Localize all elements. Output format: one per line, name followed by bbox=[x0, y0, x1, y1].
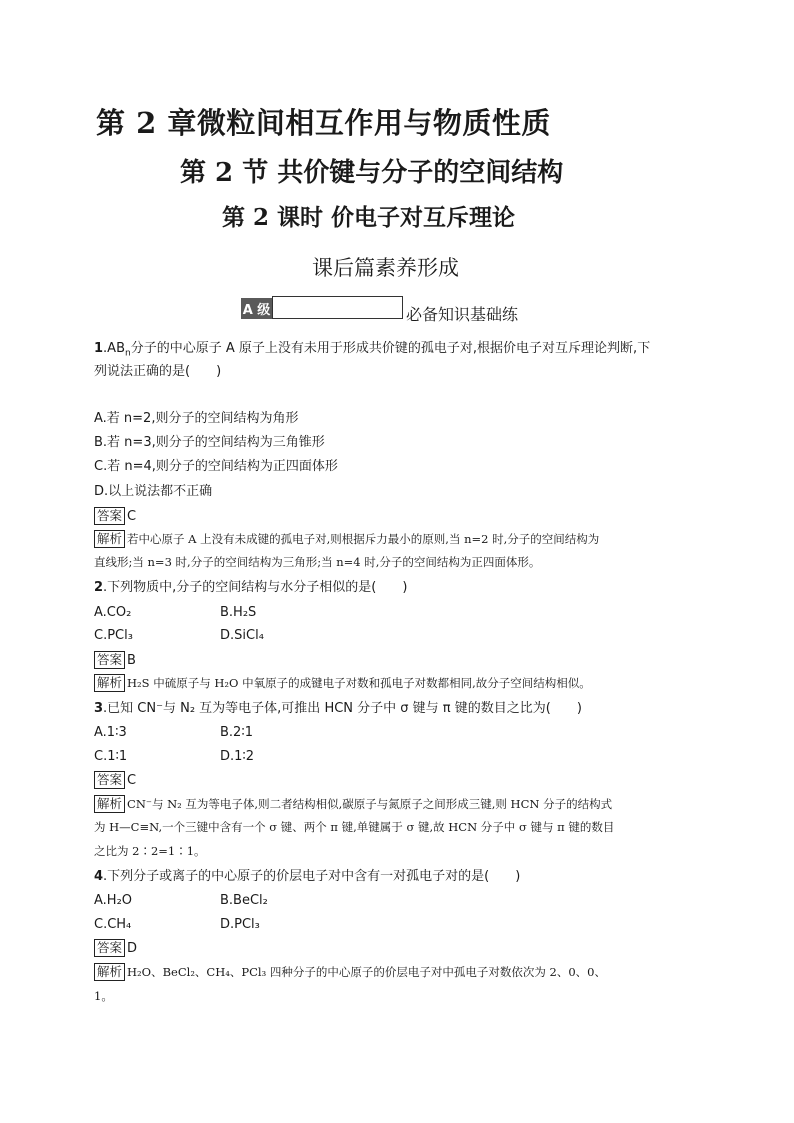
q3-stem-text: .已知 CN⁻与 N₂ 互为等电子体,可推出 HCN 分子中 σ 键与 π 键的数目之比为( ) bbox=[103, 701, 582, 716]
q4-analysis-line2: 1。 bbox=[94, 989, 113, 1003]
q4-analysis bbox=[94, 961, 606, 984]
q3-analysis-line2: 为 H—C≡N,一个三键中含有一个 σ 键、两个 π 键,单键属于 σ 键,故 HCN 分子中 σ 键与 π 键的数目 bbox=[94, 820, 615, 834]
q1-option-b: B.若 n=3,则分子的空间结构为三角锥形 bbox=[94, 435, 325, 450]
q1-answer-value: C bbox=[127, 509, 137, 524]
q1-stem-line2: 列说法正确的是( ) bbox=[94, 364, 222, 379]
q2-number: 2 bbox=[94, 580, 104, 595]
answer-tag: 答案 bbox=[94, 771, 125, 789]
answer-tag: 答案 bbox=[94, 651, 125, 669]
q1-analysis-line2: 直线形;当 n=3 时,分子的空间结构为三角形;当 n=4 时,分子的空间结构为正四面体形。 bbox=[94, 555, 541, 569]
q4-option-b: B.BeCl₂ bbox=[220, 893, 268, 908]
q1-option-a: A.若 n=2,则分子的空间结构为角形 bbox=[94, 411, 299, 426]
q2-option-b: B.H₂S bbox=[220, 605, 257, 620]
q3-answer bbox=[94, 770, 136, 792]
q1-analysis-line1: 若中心原子 A 上没有未成键的孤电子对,则根据斥力最小的原则,当 n=2 时,分子的空间结构为 bbox=[127, 532, 600, 546]
q1-number: 1 bbox=[94, 341, 104, 356]
level-label: 必备知识基础练 bbox=[406, 305, 519, 324]
analysis-tag: 解析 bbox=[94, 530, 125, 548]
q3-option-b: B.2∶1 bbox=[220, 725, 253, 740]
q1-option-d: D.以上说法都不正确 bbox=[94, 484, 213, 499]
analysis-tag: 解析 bbox=[94, 795, 125, 813]
q2-option-d: D.SiCl₄ bbox=[220, 628, 264, 643]
q4-option-a: A.H₂O bbox=[94, 893, 133, 908]
q2-answer-value: B bbox=[127, 653, 136, 668]
q4-option-d: D.PCl₃ bbox=[220, 917, 260, 932]
q3-option-a: A.1∶3 bbox=[94, 725, 127, 740]
q3-answer-value: C bbox=[127, 773, 137, 788]
q3-analysis bbox=[94, 793, 612, 816]
q1-stem-part2: 分子的中心原子 A 原子上没有未用于形成共价键的孤电子对,根据价电子对互斥理论判断,下 bbox=[130, 341, 651, 356]
q4-answer-value: D bbox=[127, 941, 138, 956]
analysis-tag: 解析 bbox=[94, 963, 125, 981]
q1-answer bbox=[94, 506, 136, 528]
analysis-tag: 解析 bbox=[94, 674, 125, 692]
q1-stem-part1: .AB bbox=[103, 341, 125, 356]
q2-stem-text: .下列物质中,分子的空间结构与水分子相似的是( ) bbox=[103, 580, 408, 595]
q3-analysis-line3: 之比为 2∶2=1∶1。 bbox=[94, 844, 206, 858]
q2-stem bbox=[94, 577, 407, 599]
page-subtitle: 课后篇素养形成 bbox=[312, 256, 459, 280]
q1-option-c: C.若 n=4,则分子的空间结构为正四面体形 bbox=[94, 459, 338, 474]
q3-option-c: C.1∶1 bbox=[94, 749, 128, 764]
q2-analysis-line1: H₂S 中硫原子与 H₂O 中氧原子的成键电子对数和孤电子对数都相同,故分子空间结构相似。 bbox=[127, 676, 591, 690]
q4-option-c: C.CH₄ bbox=[94, 917, 132, 932]
chapter-title: 第 2 章微粒间相互作用与物质性质 bbox=[96, 106, 551, 140]
level-box bbox=[272, 296, 403, 319]
q2-option-c: C.PCl₃ bbox=[94, 628, 133, 643]
q3-analysis-line1: CN⁻与 N₂ 互为等电子体,则二者结构相似,碳原子与氮原子之间形成三键,则 HCN 分子的结构式 bbox=[127, 797, 613, 811]
q3-number: 3 bbox=[94, 701, 104, 716]
answer-tag: 答案 bbox=[94, 939, 125, 957]
level-badge: A 级 bbox=[241, 298, 272, 319]
q1-stem bbox=[94, 338, 650, 360]
q3-option-d: D.1∶2 bbox=[220, 749, 255, 764]
lesson-title: 第 2 课时 价电子对互斥理论 bbox=[222, 204, 516, 231]
q3-stem bbox=[94, 698, 582, 720]
q4-stem-text: .下列分子或离子的中心原子的价层电子对中含有一对孤电子对的是( ) bbox=[103, 869, 521, 884]
answer-tag: 答案 bbox=[94, 507, 125, 525]
q4-number: 4 bbox=[94, 869, 104, 884]
section-title: 第 2 节 共价键与分子的空间结构 bbox=[180, 158, 564, 188]
q2-option-a: A.CO₂ bbox=[94, 605, 132, 620]
q2-answer bbox=[94, 650, 136, 672]
q1-stem-sub: n bbox=[125, 348, 131, 359]
q1-analysis bbox=[94, 528, 599, 551]
q2-analysis bbox=[94, 672, 591, 695]
q4-analysis-line1: H₂O、BeCl₂、CH₄、PCl₃ 四种分子的中心原子的价层电子对中孤电子对数依次为 2、0、0、 bbox=[127, 965, 606, 979]
q4-stem bbox=[94, 866, 520, 888]
q4-answer bbox=[94, 938, 137, 960]
